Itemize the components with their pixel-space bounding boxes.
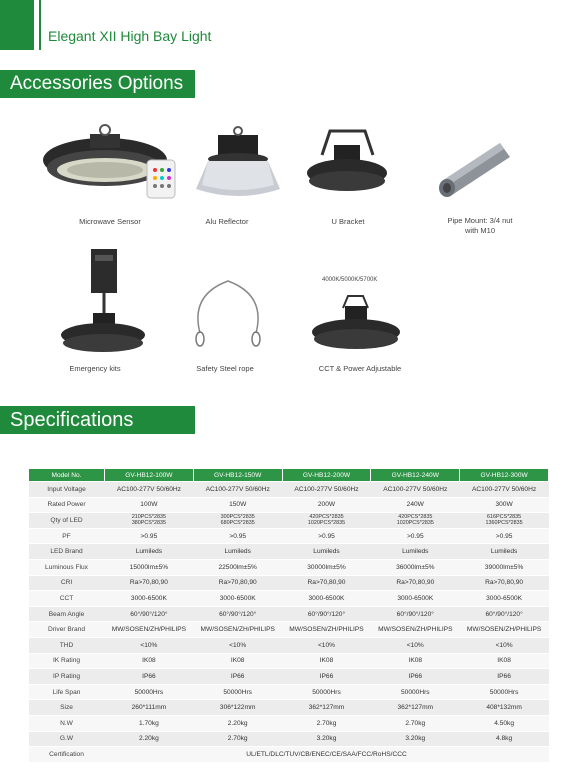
cell-text: 50000Hrs	[223, 688, 252, 696]
table-cell	[105, 544, 194, 560]
row-label	[29, 622, 105, 638]
table-cell	[282, 622, 371, 638]
cell-text: 3000-6500K	[219, 594, 256, 602]
table-cell	[105, 715, 194, 731]
row-label	[29, 528, 105, 544]
cell-text: 22500lm±5%	[218, 563, 257, 571]
cell-text: MW/SOSEN/ZH/PHILIPS	[200, 626, 275, 634]
table-cell	[105, 684, 194, 700]
accessory-label-cct-power: CCT & Power Adjustable	[318, 364, 402, 373]
cell-text: 36000lm±5%	[396, 563, 435, 571]
cell-text: IK Rating	[52, 657, 81, 665]
table-row	[29, 715, 549, 731]
row-label	[29, 684, 105, 700]
cell-text: <10%	[140, 641, 158, 649]
cell-text: LED Brand	[50, 548, 83, 556]
table-cell	[193, 684, 282, 700]
row-label	[29, 669, 105, 685]
u-bracket-image	[300, 125, 395, 205]
table-cell	[105, 482, 194, 498]
table-cell	[371, 622, 460, 638]
cell-text: 3000-6500K	[308, 594, 345, 602]
row-label	[29, 591, 105, 607]
cell-text: 4.50kg	[494, 719, 514, 727]
cell-text: IK08	[497, 657, 511, 665]
cell-text: Qty of LED	[50, 516, 83, 524]
cell-text: 39000lm±5%	[484, 563, 524, 571]
table-row	[29, 544, 549, 560]
cell-text: <10%	[495, 641, 513, 649]
cell-text: Ra>70,80,90	[129, 579, 168, 587]
table-row	[29, 559, 549, 575]
table-header-cell: GV-HB12-100W	[105, 469, 194, 482]
row-label	[29, 606, 105, 622]
cell-text: 3000-6500K	[486, 594, 523, 602]
table-row	[29, 700, 549, 716]
table-cell	[371, 575, 460, 591]
cell-text: Ra>70,80,90	[485, 579, 524, 587]
cell-text: IK08	[230, 657, 245, 665]
table-cell	[105, 559, 194, 575]
table-cell	[282, 669, 371, 685]
cell-text: 3.20kg	[316, 735, 337, 743]
table-cell	[460, 513, 549, 529]
cell-text: Ra>70,80,90	[218, 579, 257, 587]
section-heading-specifications: Specifications	[0, 406, 195, 434]
row-label	[29, 715, 105, 731]
table-header-cell: GV-HB12-200W	[282, 469, 371, 482]
table-cell	[282, 528, 371, 544]
cell-text: 362*127mm	[397, 704, 434, 712]
table-cell	[193, 591, 282, 607]
table-cell	[282, 575, 371, 591]
table-cell	[105, 700, 194, 716]
table-header-cell: GV-HB12-300W	[460, 469, 549, 482]
cell-text: 260*111mm	[131, 704, 167, 712]
cell-text: Lumileds	[313, 548, 340, 556]
table-cell	[282, 715, 371, 731]
cell-text: 2.70kg	[227, 735, 248, 743]
certification-value: UL/ETL/DLC/TUV/CB/ENEC/CE/SAA/FCC/RoHS/CCC	[105, 747, 549, 763]
cct-power-adjustable-image	[308, 292, 403, 357]
cell-text: <10%	[317, 641, 336, 649]
cell-text: Lumileds	[490, 548, 518, 556]
table-cell	[105, 637, 194, 653]
table-cell	[282, 544, 371, 560]
header-accent-line	[39, 0, 41, 50]
header-accent-bar	[0, 0, 34, 50]
table-cell	[105, 653, 194, 669]
cell-text: Lumileds	[135, 548, 163, 556]
page-title: Elegant XII High Bay Light	[48, 28, 212, 44]
table-cell	[193, 700, 282, 716]
table-cell	[460, 684, 549, 700]
table-cell	[460, 559, 549, 575]
table-row-certification	[29, 747, 549, 763]
cell-text: 15000lm±5%	[129, 563, 169, 571]
table-cell	[371, 544, 460, 560]
table-cell	[105, 731, 194, 747]
cell-text: AC100-277V 50/60Hz	[383, 485, 448, 493]
table-cell	[105, 669, 194, 685]
table-cell	[371, 497, 460, 513]
table-cell	[193, 731, 282, 747]
cell-text: 4.8kg	[496, 735, 513, 743]
table-cell	[282, 559, 371, 575]
cell-text: 60°/90°/120°	[396, 610, 434, 618]
cell-text: <10%	[406, 641, 424, 649]
table-cell	[460, 637, 549, 653]
table-header-cell: GV-HB12-240W	[371, 469, 460, 482]
table-cell	[105, 528, 194, 544]
cell-text: 420PCS*2835 1020PCS*2835	[396, 514, 434, 527]
specifications-table-body	[29, 482, 549, 763]
cell-text: 1.70kg	[138, 719, 159, 727]
table-cell	[105, 575, 194, 591]
table-cell	[371, 606, 460, 622]
cell-text: Rated Power	[47, 501, 86, 509]
table-row	[29, 606, 549, 622]
cell-text: 60°/90°/120°	[485, 610, 523, 618]
table-row	[29, 591, 549, 607]
cell-text: Beam Angle	[48, 610, 85, 618]
table-cell	[371, 731, 460, 747]
table-row	[29, 669, 549, 685]
cell-text: Size	[60, 704, 73, 712]
table-cell	[193, 637, 282, 653]
safety-steel-rope-image	[188, 275, 268, 350]
cell-text: MW/SOSEN/ZH/PHILIPS	[289, 626, 364, 634]
cell-text: >0.95	[406, 532, 424, 540]
table-cell	[193, 715, 282, 731]
cell-text: >0.95	[140, 532, 158, 540]
cell-text: 362*127mm	[308, 704, 345, 712]
table-cell	[105, 591, 194, 607]
cell-text: 50000Hrs	[400, 688, 430, 696]
table-cell	[193, 559, 282, 575]
table-row	[29, 637, 549, 653]
table-cell	[460, 622, 549, 638]
row-label	[29, 575, 105, 591]
cell-text: IP Rating	[52, 672, 80, 680]
table-cell	[193, 497, 282, 513]
cell-text: Life Span	[52, 688, 81, 696]
pipe-mount-image	[430, 135, 520, 200]
cct-options-caption: 4000K/5000K/5700K	[322, 277, 378, 283]
microwave-sensor-image	[35, 120, 185, 205]
cell-text: Ra>70,80,90	[396, 579, 435, 587]
cell-text: 616PCS*2835 1360PCS*2835	[485, 514, 523, 527]
table-cell	[371, 482, 460, 498]
cell-text: Lumileds	[224, 548, 251, 556]
row-label	[29, 513, 105, 529]
cell-text: Input Voltage	[47, 485, 86, 493]
row-label	[29, 731, 105, 747]
table-cell	[282, 731, 371, 747]
section-heading-accessories: Accessories Options	[0, 70, 195, 98]
cell-text: MW/SOSEN/ZH/PHILIPS	[466, 626, 542, 634]
cell-text: 210PCS*2835 380PCS*2835	[131, 514, 166, 527]
cell-text: Luminous Flux	[45, 563, 88, 571]
table-row	[29, 575, 549, 591]
cell-text: MW/SOSEN/ZH/PHILIPS	[111, 626, 187, 634]
table-cell	[193, 544, 282, 560]
row-label	[29, 637, 105, 653]
row-label: Certification	[29, 747, 105, 763]
cell-text: IP66	[142, 672, 156, 680]
cell-text: 306*122mm	[219, 704, 256, 712]
table-cell	[193, 575, 282, 591]
row-label	[29, 559, 105, 575]
table-cell	[282, 637, 371, 653]
cell-text: IK08	[408, 657, 423, 665]
table-cell	[371, 715, 460, 731]
cell-text: CRI	[60, 579, 73, 587]
accessory-label-pipe-mount: Pipe Mount: 3/4 nut with M10	[447, 216, 513, 235]
cell-text: AC100-277V 50/60Hz	[116, 485, 181, 493]
cell-text: Driver Brand	[47, 626, 85, 634]
table-cell	[460, 497, 549, 513]
table-cell	[371, 653, 460, 669]
cell-text: 60°/90°/120°	[130, 610, 168, 618]
table-cell	[460, 591, 549, 607]
accessory-label-u-bracket: U Bracket	[331, 217, 365, 226]
table-cell	[105, 513, 194, 529]
cell-text: IP66	[319, 672, 334, 680]
cell-text: 60°/90°/120°	[219, 610, 257, 618]
cell-text: MW/SOSEN/ZH/PHILIPS	[378, 626, 453, 634]
table-cell	[193, 606, 282, 622]
cell-text: CCT	[59, 594, 74, 602]
cell-text: 3.20kg	[405, 735, 426, 743]
table-row	[29, 482, 549, 498]
cell-text: IK08	[142, 657, 156, 665]
table-cell	[282, 606, 371, 622]
table-header-row	[29, 469, 549, 482]
table-cell	[460, 669, 549, 685]
cell-text: G.W	[59, 735, 74, 743]
cell-text: >0.95	[318, 532, 335, 540]
cell-text: >0.95	[495, 532, 513, 540]
table-row	[29, 731, 549, 747]
table-cell	[371, 513, 460, 529]
cell-text: AC100-277V 50/60Hz	[205, 485, 270, 493]
table-cell	[105, 622, 194, 638]
table-cell	[282, 513, 371, 529]
cell-text: 300PCS*2835 680PCS*2835	[220, 514, 255, 527]
table-cell	[193, 622, 282, 638]
table-row	[29, 513, 549, 529]
cell-text: >0.95	[229, 532, 247, 540]
table-cell	[105, 606, 194, 622]
cell-text: 30000lm±5%	[307, 563, 346, 571]
table-cell	[371, 637, 460, 653]
table-cell	[193, 528, 282, 544]
table-cell	[460, 715, 549, 731]
table-cell	[460, 700, 549, 716]
accessory-label-microwave-sensor: Microwave Sensor	[79, 217, 141, 226]
cell-text: IP66	[230, 672, 245, 680]
table-cell	[460, 575, 549, 591]
cell-text: 100W	[140, 501, 158, 509]
table-cell	[460, 731, 549, 747]
table-row	[29, 497, 549, 513]
table-cell	[460, 544, 549, 560]
accessory-label-alu-reflector: Alu Reflector	[205, 217, 249, 226]
cell-text: 3000-6500K	[397, 594, 434, 602]
accessory-label-safety-steel-rope: Safety Steel rope	[196, 364, 254, 373]
cell-text: 420PCS*2835 1020PCS*2835	[307, 514, 346, 527]
table-header-cell: Model No.	[29, 469, 105, 482]
cell-text: 2.20kg	[227, 719, 248, 727]
row-label	[29, 544, 105, 560]
table-cell	[105, 497, 194, 513]
cell-text: 2.70kg	[316, 719, 337, 727]
emergency-kit-image	[55, 245, 150, 360]
table-cell	[282, 700, 371, 716]
cell-text: 3000-6500K	[130, 594, 167, 602]
cell-text: 2.20kg	[138, 735, 159, 743]
table-cell	[371, 559, 460, 575]
cell-text: 200W	[317, 501, 336, 509]
cell-text: IP66	[497, 672, 511, 680]
cell-text: <10%	[229, 641, 247, 649]
table-cell	[282, 482, 371, 498]
cell-text: 300W	[495, 501, 513, 509]
cell-text: 240W	[406, 501, 424, 509]
cell-text: 50000Hrs	[312, 688, 341, 696]
cell-text: 2.70kg	[405, 719, 426, 727]
row-label	[29, 482, 105, 498]
cell-text: IP66	[408, 672, 423, 680]
accessory-label-emergency-kits: Emergency kits	[69, 364, 121, 373]
cell-text: 50000Hrs	[489, 688, 519, 696]
row-label	[29, 497, 105, 513]
table-cell	[460, 653, 549, 669]
table-cell	[371, 591, 460, 607]
cell-text: IK08	[319, 657, 334, 665]
table-cell	[282, 684, 371, 700]
cell-text: 408*132mm	[486, 704, 522, 712]
table-row	[29, 622, 549, 638]
table-cell	[193, 482, 282, 498]
cell-text: N.W	[60, 719, 73, 727]
row-label	[29, 700, 105, 716]
table-cell	[371, 684, 460, 700]
table-cell	[371, 528, 460, 544]
alu-reflector-image	[190, 125, 285, 205]
table-cell	[193, 513, 282, 529]
table-cell	[193, 653, 282, 669]
table-cell	[460, 606, 549, 622]
cell-text: 60°/90°/120°	[307, 610, 346, 618]
table-cell	[282, 497, 371, 513]
table-cell	[282, 653, 371, 669]
row-label	[29, 653, 105, 669]
table-cell	[371, 700, 460, 716]
cell-text: 50000Hrs	[134, 688, 164, 696]
specifications-table	[28, 468, 549, 763]
cell-text: Ra>70,80,90	[307, 579, 346, 587]
cell-text: THD	[59, 641, 74, 649]
table-cell	[460, 528, 549, 544]
cell-text: AC100-277V 50/60Hz	[294, 485, 359, 493]
table-row	[29, 684, 549, 700]
table-row	[29, 653, 549, 669]
cell-text: 150W	[229, 501, 247, 509]
table-header-cell: GV-HB12-150W	[193, 469, 282, 482]
cell-text: Lumileds	[402, 548, 429, 556]
cell-text: PF	[62, 532, 71, 540]
table-cell	[460, 482, 549, 498]
cell-text: AC100-277V 50/60Hz	[472, 485, 537, 493]
table-cell	[371, 669, 460, 685]
table-cell	[193, 669, 282, 685]
table-cell	[282, 591, 371, 607]
table-row	[29, 528, 549, 544]
